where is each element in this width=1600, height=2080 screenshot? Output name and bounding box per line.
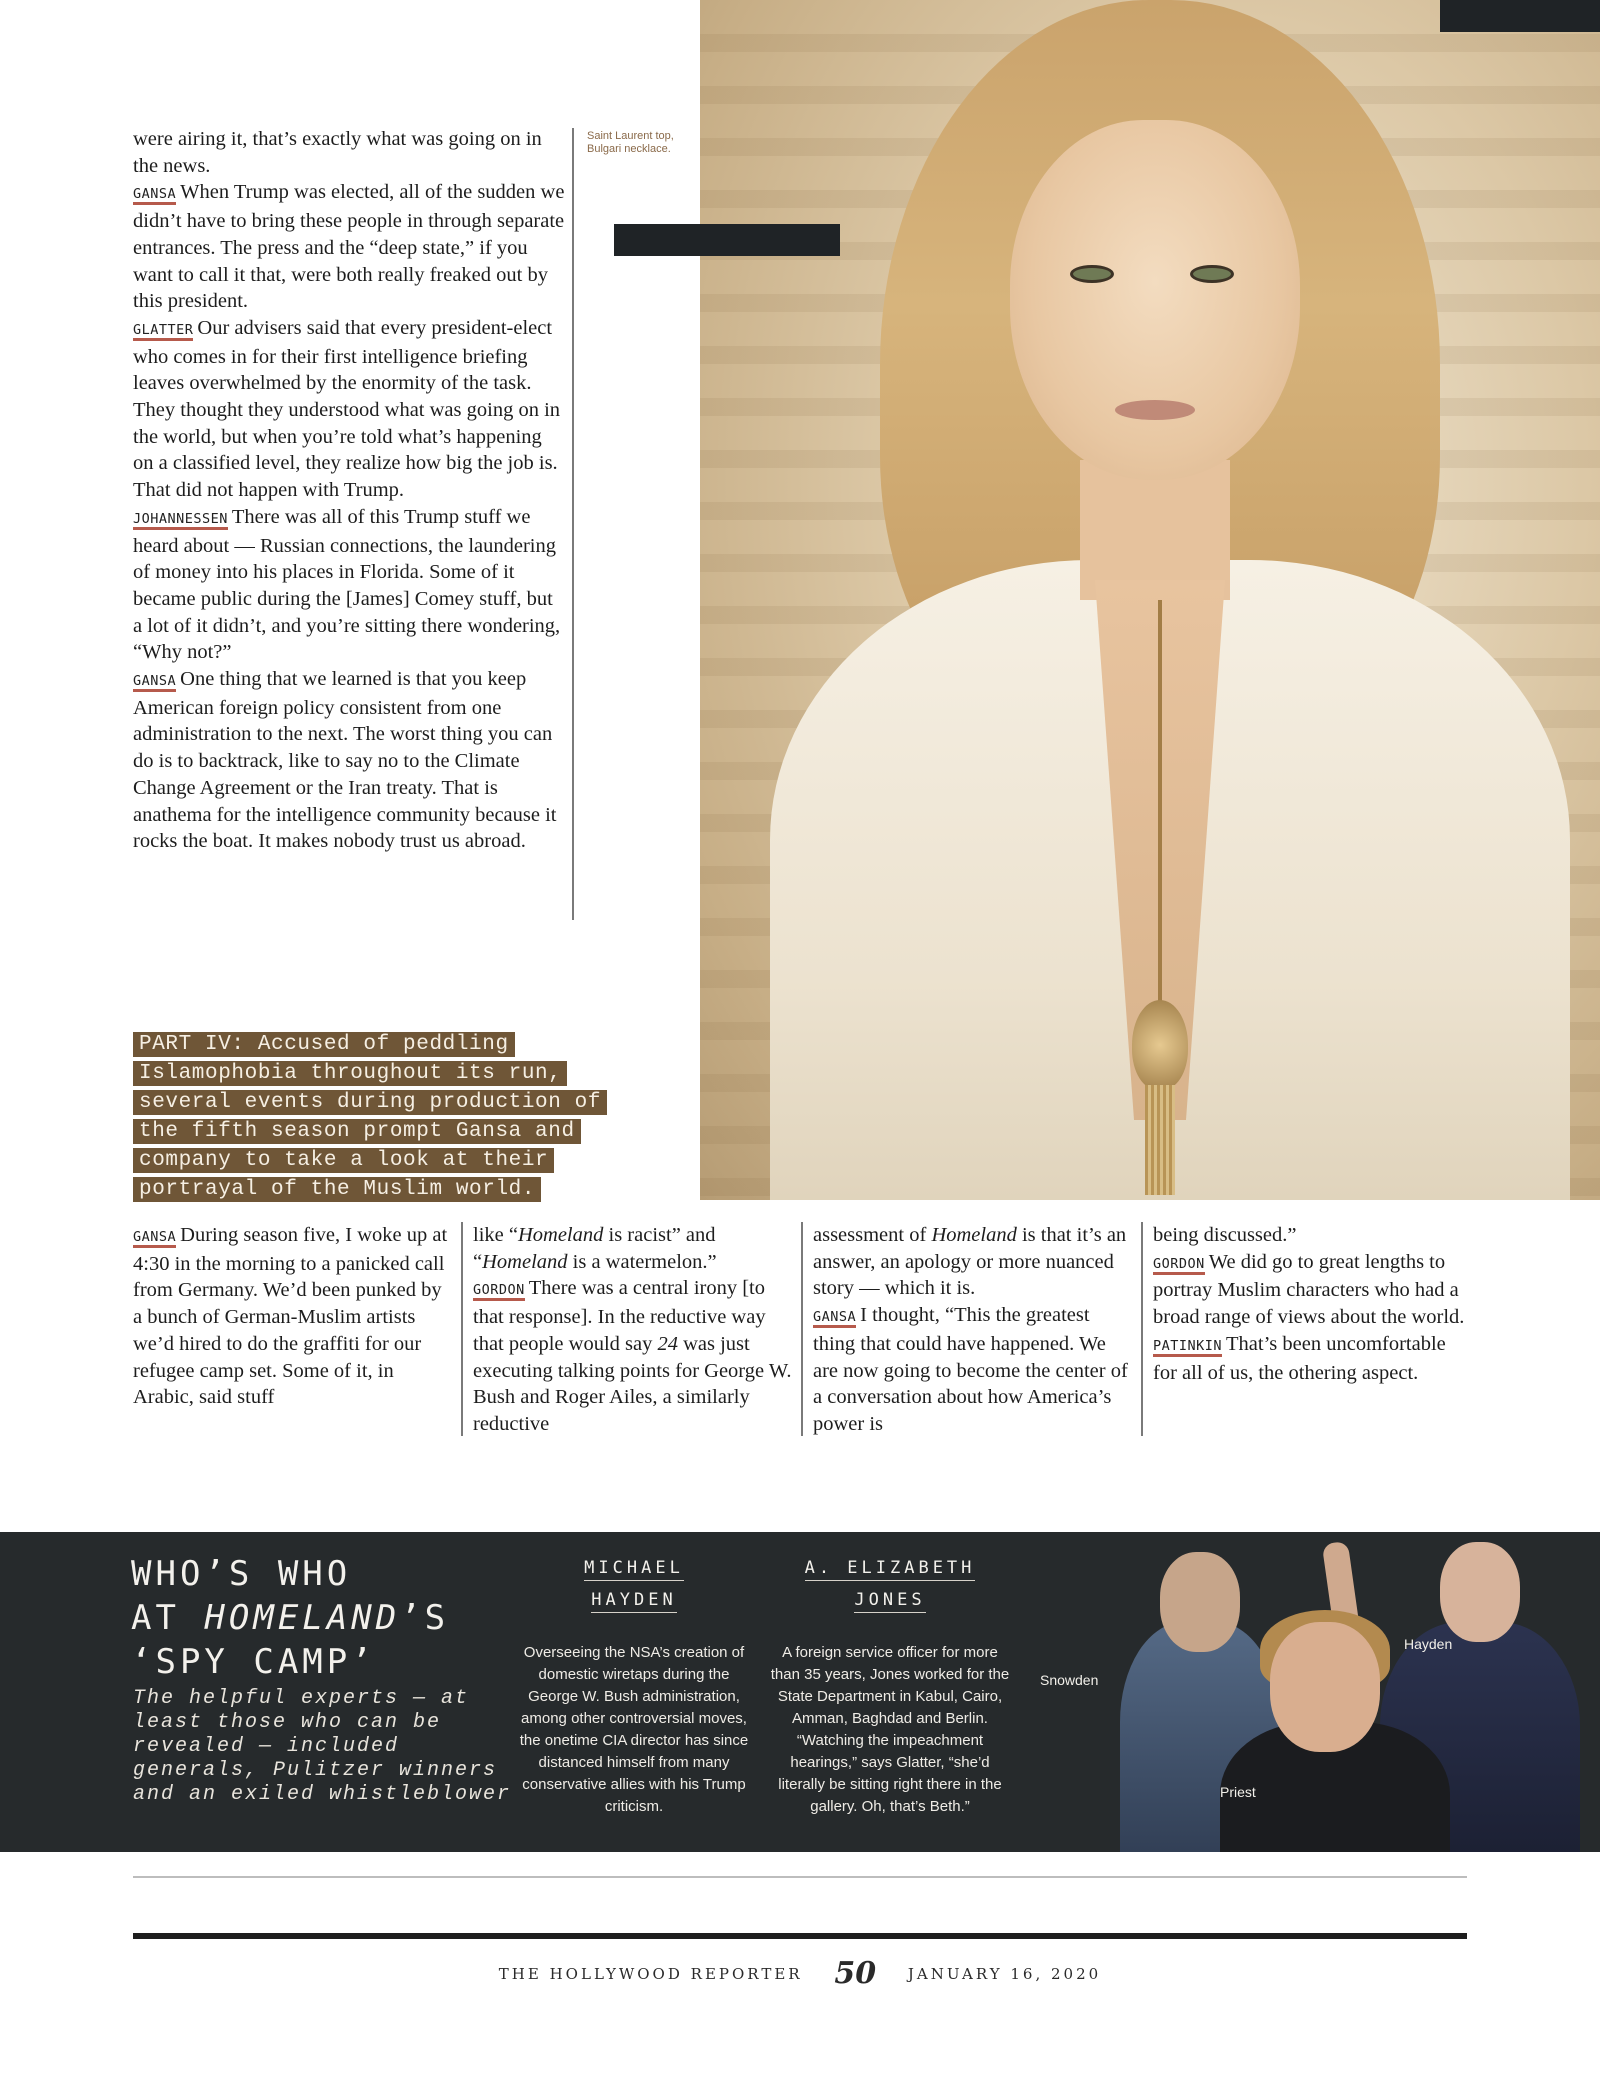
speaker-label: GLATTER xyxy=(133,322,193,341)
photo-label-snowden: Snowden xyxy=(1040,1672,1099,1688)
speaker-label: JOHANNESSEN xyxy=(133,511,228,530)
paragraph: GANSA When Trump was elected, all of the sudden we didn’t have to bring these people in through separate entrances. The press and the “deep state,” if you want to call it that, were both really freaked out by this president. xyxy=(133,181,565,313)
paragraph: JOHANNESSEN There was all of this Trump stuff we heard about — Russian connections, the laundering of money into his places in Florida. Some of it became public during the [James] Comey stuff, but a lot of it didn’t, and you’re sitting there wondering, “Why not?” xyxy=(133,505,561,664)
article-column-3: assessment of Homeland is that it’s an answer, an apology or more nuanced story — which it is. GANSA I thought, “This the greatest thing that could have happened. We are now going to become the center of a conversation about how America’s power is xyxy=(813,1224,1128,1435)
speaker-label: GANSA xyxy=(133,186,176,205)
portrait-photo xyxy=(700,0,1600,1200)
column-divider xyxy=(572,128,574,920)
page-footer xyxy=(0,1956,1600,1991)
footer-rule-thick xyxy=(133,1933,1467,1939)
advisers-photo xyxy=(1040,1532,1600,1852)
decorative-bar-top xyxy=(1440,0,1600,32)
paragraph: were airing it, that’s exactly what was going on in the news. xyxy=(133,128,542,177)
speaker-label: PATINKIN xyxy=(1153,1338,1222,1357)
speaker-label: GANSA xyxy=(133,673,176,692)
profile-elizabeth-jones: A. ELIZABETH JONES A foreign service officer for more than 35 years, Jones worked for the State Department in Kabul, Cairo, Amman, Baghdad and Berlin. “Watching the impeachment hearings,” says Glatter, “she’d literally be sitting right there in the gallery. Oh, that’s Beth.” xyxy=(770,1558,1010,1815)
paragraph: GANSA One thing that we learned is that you keep American foreign policy consistent from one administration to the next. The worst thing you can do is to backtrack, like to say no to the Climate Change Agreement or the Iran treaty. That is anathema for the intelligence community because it rocks the boat. It makes nobody trust us abroad. xyxy=(133,668,557,853)
paragraph: GLATTER Our advisers said that every president-elect who comes in for their first intelligence briefing leaves overwhelmed by the enormity of the task. They thought they understood what was going on in the world, but when you’re told what’s happening on a classified level, they realize how big the job is. That did not happen with Trump. xyxy=(133,316,561,502)
article-column-4: being discussed.” GORDON We did go to great lengths to portray Muslim characters who had a broad range of views about the world. PATINKIN That’s been uncomfortable for all of us, the othering aspect. xyxy=(1153,1224,1465,1384)
profile-michael-hayden: MICHAEL HAYDEN Overseeing the NSA’s creation of domestic wiretaps during the George W. Bush administration, among other controversial moves, the onetime CIA director has since distanced himself from many conservative allies with his Trump criticism. xyxy=(519,1558,749,1815)
section-intro-part-iv: PART IV: Accused of peddling Islamophobia throughout its run, several events during production of the fifth season prompt Gansa and company to take a look at their portrayal of the Muslim world. xyxy=(133,1030,653,1204)
decorative-bar-mid xyxy=(614,224,840,256)
article-column-2: like “Homeland is racist” and “Homeland is a watermelon.” GORDON There was a central irony [to that response]. In the reductive way that people would say 24 was just executing talking points for George W. Bush and Roger Ailes, a similarly reductive xyxy=(473,1224,792,1435)
photo-label-hayden: Hayden xyxy=(1404,1636,1453,1652)
publication-name: THE HOLLYWOOD REPORTER xyxy=(498,1965,803,1983)
speaker-label: GANSA xyxy=(133,1229,176,1248)
issue-date: JANUARY 16, 2020 xyxy=(907,1965,1102,1983)
sidebar-subtitle: The helpful experts — at least those who can be revealed — included generals, Pulitzer winners and an exiled whistleblower xyxy=(133,1687,512,1806)
article-column-1: GANSA During season five, I woke up at 4:30 in the morning to a panicked call from Germany. We’d been punked by a bunch of German-Muslim artists we’d hired to do the graffiti for our refugee camp set. Some of it, in Arabic, said stuff xyxy=(133,1224,448,1409)
article-column-top xyxy=(133,126,565,855)
sidebar-title: WHO’S WHO AT HOMELAND’S ‘SPY CAMP’ xyxy=(131,1554,450,1682)
whos-who-sidebar xyxy=(0,1532,1600,1852)
photo-label-priest: Priest xyxy=(1220,1784,1256,1800)
photo-credit: Saint Laurent top, Bulgari necklace. xyxy=(587,130,674,155)
speaker-label: GORDON xyxy=(1153,1256,1205,1275)
page-number: 50 xyxy=(834,1956,877,1991)
speaker-label: GORDON xyxy=(473,1282,525,1301)
speaker-label: GANSA xyxy=(813,1309,856,1328)
footer-rule-thin xyxy=(133,1876,1467,1878)
